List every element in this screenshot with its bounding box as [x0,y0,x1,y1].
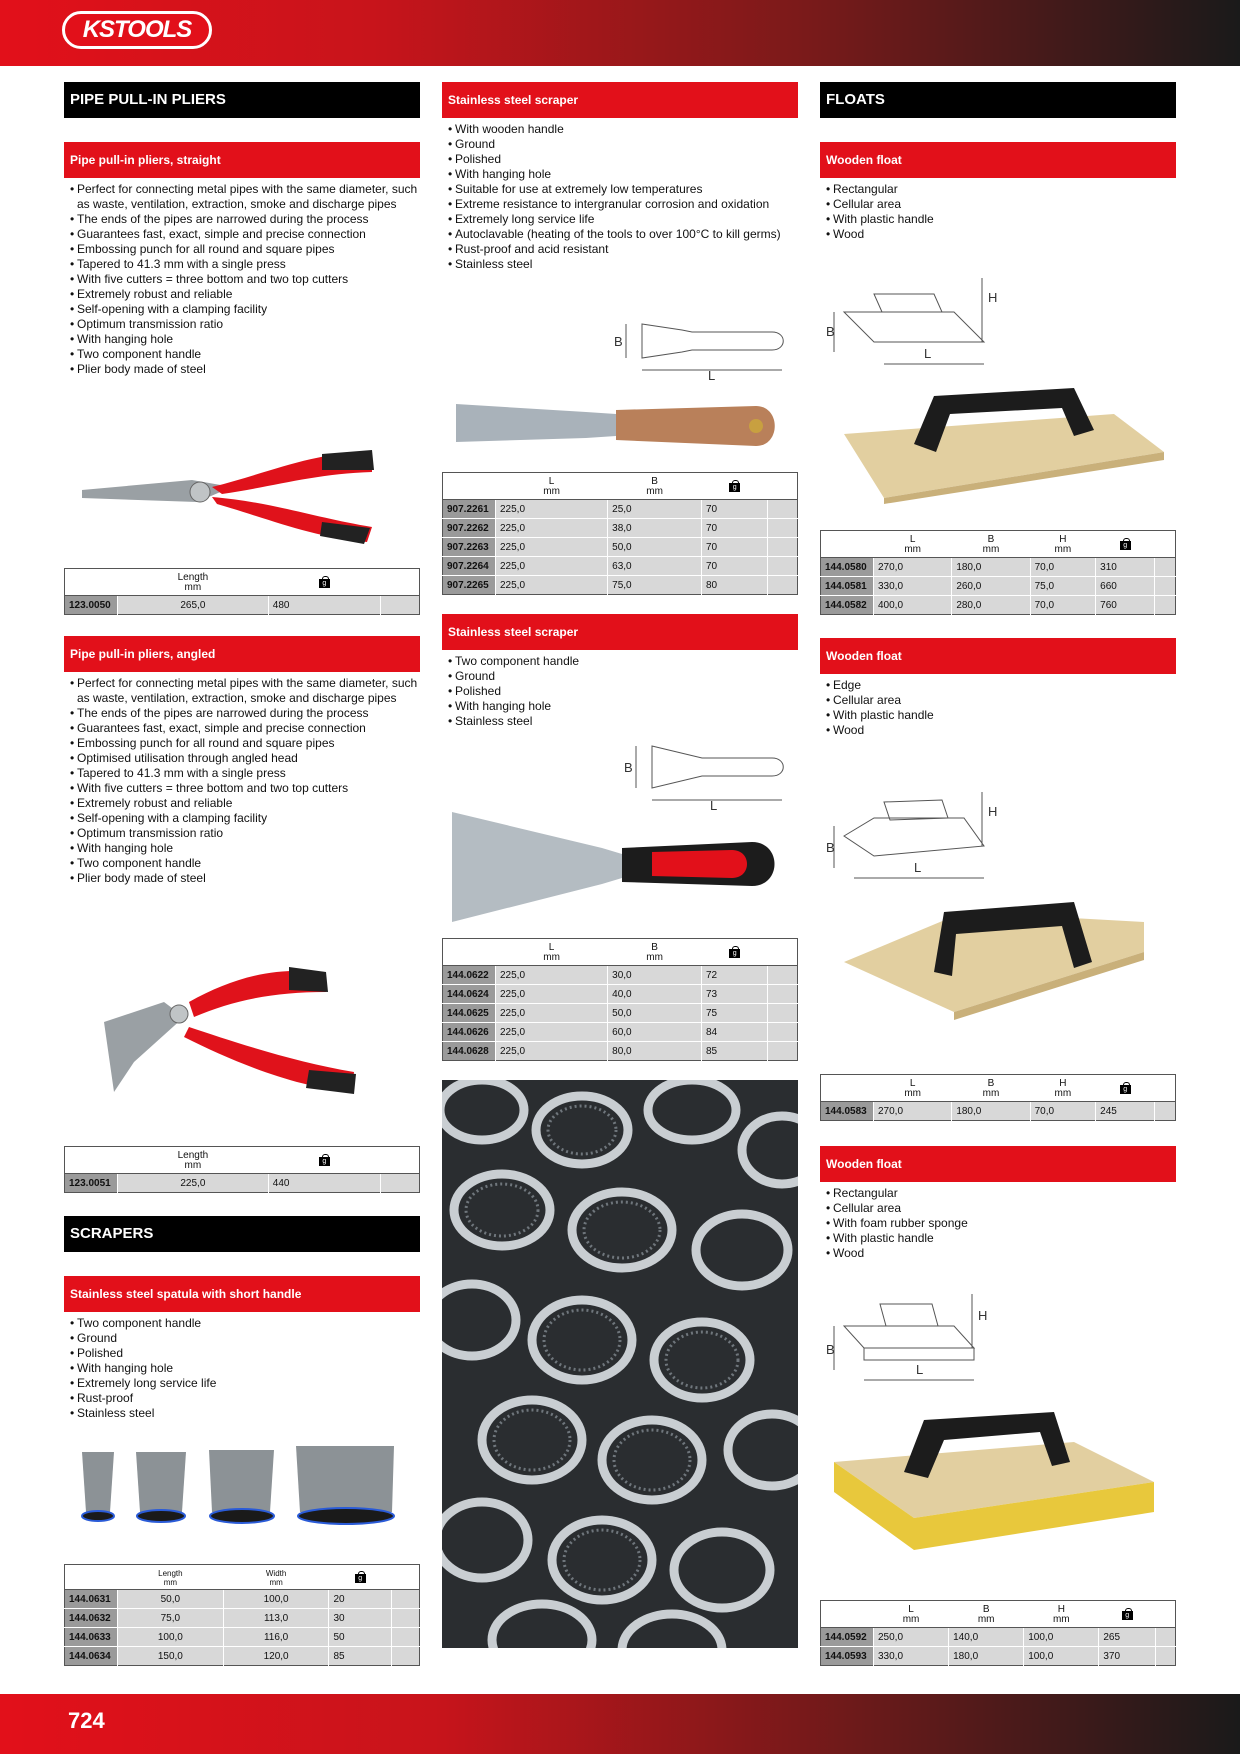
feature-list [64,676,426,886]
feature-item: • Ground [448,137,804,152]
cell-weight: 85 [701,1042,767,1061]
table-row [65,596,420,615]
cell-value: 180,0 [952,558,1030,577]
feature-item: • With plastic handle [826,708,1182,723]
cell-value: 113,0 [223,1609,329,1628]
spec-table [820,1600,1176,1666]
feature-item: • Rectangular [826,1186,1182,1201]
float-edge-dimension-drawing [824,786,1004,886]
spec-table [442,472,798,595]
product-title: Stainless steel scraper [442,82,798,118]
product-title: Stainless steel scraper [442,614,798,650]
feature-item: • Two component handle [70,1316,426,1331]
wooden-float-edge-image [844,882,1164,1022]
cell-value: 330,0 [874,577,952,596]
column-header: B [651,476,658,487]
cell-value: 70,0 [1030,1102,1096,1121]
feature-item: • With plastic handle [826,212,1182,227]
weight-icon [729,480,740,492]
cell-value: 225,0 [496,985,608,1004]
dimension-label-b: B [826,324,835,339]
column-header: L [548,942,555,953]
footer-bar [0,1694,1240,1754]
product-title: Wooden float [820,142,1176,178]
feature-item: • Embossing punch for all round and square pipes [70,736,426,751]
article-number: 144.0632 [65,1609,118,1628]
cell-value: 30,0 [608,966,702,985]
feature-item: • Cellular area [826,693,1182,708]
float-dimension-drawing [824,272,1004,372]
feature-item: • Extremely robust and reliable [70,796,426,811]
scraper-dimension-drawing [612,310,802,380]
cell-weight: 660 [1096,577,1155,596]
cell-value: 280,0 [952,596,1030,615]
cell-value: 50,0 [118,1590,224,1609]
cell-value: 140,0 [949,1628,1024,1647]
feature-item: • Optimum transmission ratio [70,317,426,332]
dimension-label-b: B [614,334,623,349]
dimension-label-l: L [710,798,718,812]
spec-table [64,1146,420,1193]
cell-value: 38,0 [608,519,702,538]
feature-item: • Polished [70,1346,426,1361]
cell-weight: 760 [1096,596,1155,615]
spec-table [820,530,1176,615]
article-number: 144.0580 [821,558,874,577]
cell-value: 100,0 [223,1590,329,1609]
cell-weight: 20 [329,1590,392,1609]
article-number: 123.0050 [65,596,118,615]
table-row [821,596,1176,615]
unit-label: mm [982,544,1000,555]
cell-weight: 50 [329,1628,392,1647]
feature-item: • Guarantees fast, exact, simple and precise connection [70,227,426,242]
product-title: Pipe pull-in pliers, angled [64,636,420,672]
feature-item: • Extremely robust and reliable [70,287,426,302]
feature-item: • With plastic handle [826,1231,1182,1246]
header-bar [0,0,1240,66]
table-row [65,1647,420,1666]
page-number: 724 [68,1708,105,1733]
feature-item: • Wood [826,227,1182,242]
article-number: 144.0633 [65,1628,118,1647]
unit-label: mm [543,486,560,497]
table-row [65,1628,420,1647]
weight-icon [355,1571,366,1583]
feature-item: • Ground [448,669,804,684]
feature-item: • Stainless steel [448,714,804,729]
feature-item: • Rust-proof [70,1391,426,1406]
cell-value: 100,0 [1024,1647,1099,1666]
unit-label: mm [646,486,663,497]
product-title: Stainless steel spatula with short handle [64,1276,420,1312]
unit-label: mm [904,544,921,555]
cell-value: 60,0 [608,1023,702,1042]
feature-list [820,678,1182,738]
cell-value: 225,0 [496,519,608,538]
column-header: B [651,942,658,953]
column-header: Width [265,1569,287,1578]
table-row [821,1647,1176,1666]
feature-item: • Optimum transmission ratio [70,826,426,841]
feature-item: • Self-opening with a clamping facility [70,302,426,317]
feature-item: • Two component handle [448,654,804,669]
weight-icon [1122,1608,1133,1620]
unit-label: mm [1054,544,1072,555]
cell-weight: 80 [701,576,767,595]
cell-value: 50,0 [608,1004,702,1023]
table-row [443,576,798,595]
cell-value: 40,0 [608,985,702,1004]
feature-item: • With hanging hole [70,841,426,856]
column-header: L [909,534,916,545]
article-number: 144.0622 [443,966,496,985]
cell-value: 75,0 [608,576,702,595]
pliers-straight-image [72,432,412,552]
cell-weight: 85 [329,1647,392,1666]
column-header: Length [177,572,209,583]
feature-item: • With hanging hole [448,699,804,714]
article-number: 144.0624 [443,985,496,1004]
table-row [443,500,798,519]
feature-item: • The ends of the pipes are narrowed during the process [70,212,426,227]
cell-value: 225,0 [496,500,608,519]
cell-weight: 370 [1099,1647,1156,1666]
feature-item: • Edge [826,678,1182,693]
cell-value: 400,0 [874,596,952,615]
feature-item: • Extremely long service life [448,212,804,227]
cell-weight: 70 [701,500,767,519]
dimension-label-b: B [624,760,633,775]
spec-table [442,938,798,1061]
cell-value: 150,0 [118,1647,224,1666]
weight-icon [1120,538,1131,550]
cell-value: 225,0 [496,557,608,576]
article-number: 123.0051 [65,1174,118,1193]
table-row [443,1004,798,1023]
weight-icon [319,1154,330,1166]
unit-label: mm [977,1614,995,1625]
feature-item: • Plier body made of steel [70,362,426,377]
cell-weight: 73 [701,985,767,1004]
feature-list [64,182,426,377]
column-header: B [987,1078,995,1089]
feature-item: • With five cutters = three bottom and two top cutters [70,781,426,796]
cell-weight: 70 [701,557,767,576]
article-number: 907.2262 [443,519,496,538]
feature-item: • With hanging hole [70,332,426,347]
section-title-pipe-pull-in-pliers: PIPE PULL-IN PLIERS [64,82,420,118]
table-row [443,519,798,538]
table-row [821,1102,1176,1121]
feature-item: • Ground [70,1331,426,1346]
dimension-label-l: L [708,368,716,380]
unit-label: mm [904,1088,921,1099]
table-row [443,557,798,576]
dimension-label-h: H [978,1308,988,1323]
feature-item: • Tapered to 41.3 mm with a single press [70,766,426,781]
unit-label: mm [184,582,202,593]
cell-value: 50,0 [608,538,702,557]
article-number: 144.0581 [821,577,874,596]
table-row [443,966,798,985]
weight-icon [1120,1082,1131,1094]
cell-weight: 70 [701,519,767,538]
scraper-two-component-image [452,812,792,922]
cell-value: 70,0 [1030,596,1096,615]
cell-value: 75,0 [118,1609,224,1628]
wooden-float-sponge-image [834,1392,1164,1552]
column-header: H [1059,534,1067,545]
product-title: Pipe pull-in pliers, straight [64,142,420,178]
column-header: H [1059,1078,1067,1089]
product-title: Wooden float [820,638,1176,674]
product-title: Wooden float [820,1146,1176,1182]
pliers-angled-image [94,942,394,1122]
article-number: 907.2265 [443,576,496,595]
cell-value: 225,0 [496,1042,608,1061]
column-header: Length [177,1150,209,1161]
unit-label: mm [902,1614,920,1625]
cell-value: 75,0 [1030,577,1096,596]
cell-value: 80,0 [608,1042,702,1061]
cell-value: 70,0 [1030,558,1096,577]
feature-item: • Stainless steel [70,1406,426,1421]
cell-value: 116,0 [223,1628,329,1647]
cell-value: 270,0 [874,1102,952,1121]
cell-weight: 30 [329,1609,392,1628]
feature-list [820,182,1182,242]
dimension-label-b: B [826,1342,835,1357]
article-number: 907.2263 [443,538,496,557]
table-row [821,558,1176,577]
unit-label: mm [982,1088,1000,1099]
feature-item: • With wooden handle [448,122,804,137]
feature-item: • Optimised utilisation through angled head [70,751,426,766]
article-number: 144.0625 [443,1004,496,1023]
cell-value: 180,0 [952,1102,1030,1121]
article-number: 144.0583 [821,1102,874,1121]
feature-item: • Extremely long service life [70,1376,426,1391]
cell-value: 225,0 [496,1004,608,1023]
feature-list [442,654,804,729]
scraper-dimension-drawing [622,742,802,812]
table-row [443,985,798,1004]
dimension-label-h: H [988,804,998,819]
cell-weight: 75 [701,1004,767,1023]
cell-value: 63,0 [608,557,702,576]
feature-item: • Two component handle [70,856,426,871]
weight-icon [319,576,330,588]
article-number: 144.0631 [65,1590,118,1609]
unit-label: mm [543,952,560,963]
table-row [443,1042,798,1061]
dimension-label-h: H [988,290,998,305]
feature-item: • Plier body made of steel [70,871,426,886]
weight-icon [729,946,740,958]
cell-weight: 84 [701,1023,767,1042]
column-header: B [987,534,995,545]
spec-table [820,1074,1176,1121]
cell-value: 120,0 [223,1647,329,1666]
article-number: 144.0582 [821,596,874,615]
feature-item: • With five cutters = three bottom and two top cutters [70,272,426,287]
feature-item: • Rectangular [826,182,1182,197]
cell-value: 260,0 [952,577,1030,596]
feature-item: • Self-opening with a clamping facility [70,811,426,826]
cell-value: 180,0 [949,1647,1024,1666]
feature-item: • Extreme resistance to intergranular corrosion and oxidation [448,197,804,212]
cell-value: 225,0 [118,1174,269,1193]
article-number: 144.0626 [443,1023,496,1042]
cell-weight: 440 [268,1174,380,1193]
section-title-floats: FLOATS [820,82,1176,118]
column-header: L [909,1078,916,1089]
cell-value: 225,0 [496,538,608,557]
column-header: Length [158,1569,183,1578]
feature-list [442,122,804,272]
column-header: L [548,476,555,487]
cell-weight: 310 [1096,558,1155,577]
feature-item: • With hanging hole [448,167,804,182]
unit-label: mm [184,1160,202,1171]
feature-item: • With foam rubber sponge [826,1216,1182,1231]
cell-weight: 265 [1099,1628,1156,1647]
spec-table [64,568,420,615]
unit-label: mm [163,1578,178,1587]
cell-weight: 70 [701,538,767,557]
cell-value: 270,0 [874,558,952,577]
column-header: H [1057,1604,1065,1615]
feature-item: • Perfect for connecting metal pipes with the same diameter, such as waste, ventilation, extraction, smoke and discharge pipes [70,676,426,706]
float-sponge-dimension-drawing [824,1290,1004,1390]
table-row [65,1174,420,1193]
sockets-photo [442,1080,798,1648]
cell-value: 100,0 [1024,1628,1099,1647]
spec-table [64,1564,420,1666]
article-number: 144.0628 [443,1042,496,1061]
feature-item: • Cellular area [826,197,1182,212]
feature-item: • Suitable for use at extremely low temperatures [448,182,804,197]
table-row [443,538,798,557]
dimension-label-l: L [916,1362,924,1377]
table-row [65,1590,420,1609]
unit-label: mm [269,1578,283,1587]
feature-item: • With hanging hole [70,1361,426,1376]
unit-label: mm [1054,1088,1072,1099]
cell-value: 250,0 [874,1628,949,1647]
table-row [65,1609,420,1628]
feature-item: • Embossing punch for all round and square pipes [70,242,426,257]
table-row [443,1023,798,1042]
cell-value: 225,0 [496,576,608,595]
cell-value: 265,0 [118,596,269,615]
dimension-label-l: L [924,346,932,361]
dimension-label-b: B [826,840,835,855]
feature-item: • Autoclavable (heating of the tools to over 100°C to kill germs) [448,227,804,242]
article-number: 144.0634 [65,1647,118,1666]
feature-list [64,1316,426,1421]
cell-weight: 245 [1096,1102,1155,1121]
feature-item: • Cellular area [826,1201,1182,1216]
cell-value: 330,0 [874,1647,949,1666]
column-header: B [982,1604,990,1615]
feature-item: • Two component handle [70,347,426,362]
cell-weight: 480 [268,596,380,615]
feature-item: • Polished [448,152,804,167]
unit-label: mm [1052,1614,1070,1625]
spatula-set-image [74,1442,414,1532]
unit-label: mm [646,952,663,963]
article-number: 907.2261 [443,500,496,519]
feature-item: • Polished [448,684,804,699]
feature-item: • Rust-proof and acid resistant [448,242,804,257]
table-row [821,577,1176,596]
article-number: 907.2264 [443,557,496,576]
cell-value: 225,0 [496,966,608,985]
socket-rings-graphic [442,1080,798,1648]
feature-item: • Wood [826,1246,1182,1261]
cell-value: 100,0 [118,1628,224,1647]
feature-item: • Tapered to 41.3 mm with a single press [70,257,426,272]
feature-item: • Perfect for connecting metal pipes with the same diameter, such as waste, ventilation, extraction, smoke and discharge pipes [70,182,426,212]
article-number: 144.0592 [821,1628,874,1647]
cell-weight: 72 [701,966,767,985]
scraper-wooden-handle-image [456,392,786,462]
dimension-label-l: L [914,860,922,875]
wooden-float-rectangular-image [844,374,1164,504]
article-number: 144.0593 [821,1647,874,1666]
feature-item: • Guarantees fast, exact, simple and precise connection [70,721,426,736]
table-row [821,1628,1176,1647]
column-header: L [908,1604,914,1615]
feature-item: • Stainless steel [448,257,804,272]
feature-item: • The ends of the pipes are narrowed during the process [70,706,426,721]
cell-value: 25,0 [608,500,702,519]
section-title-scrapers: SCRAPERS [64,1216,420,1252]
ks-tools-logo: KSTOOLS [62,11,212,49]
feature-list [820,1186,1182,1261]
cell-value: 225,0 [496,1023,608,1042]
feature-item: • Wood [826,723,1182,738]
